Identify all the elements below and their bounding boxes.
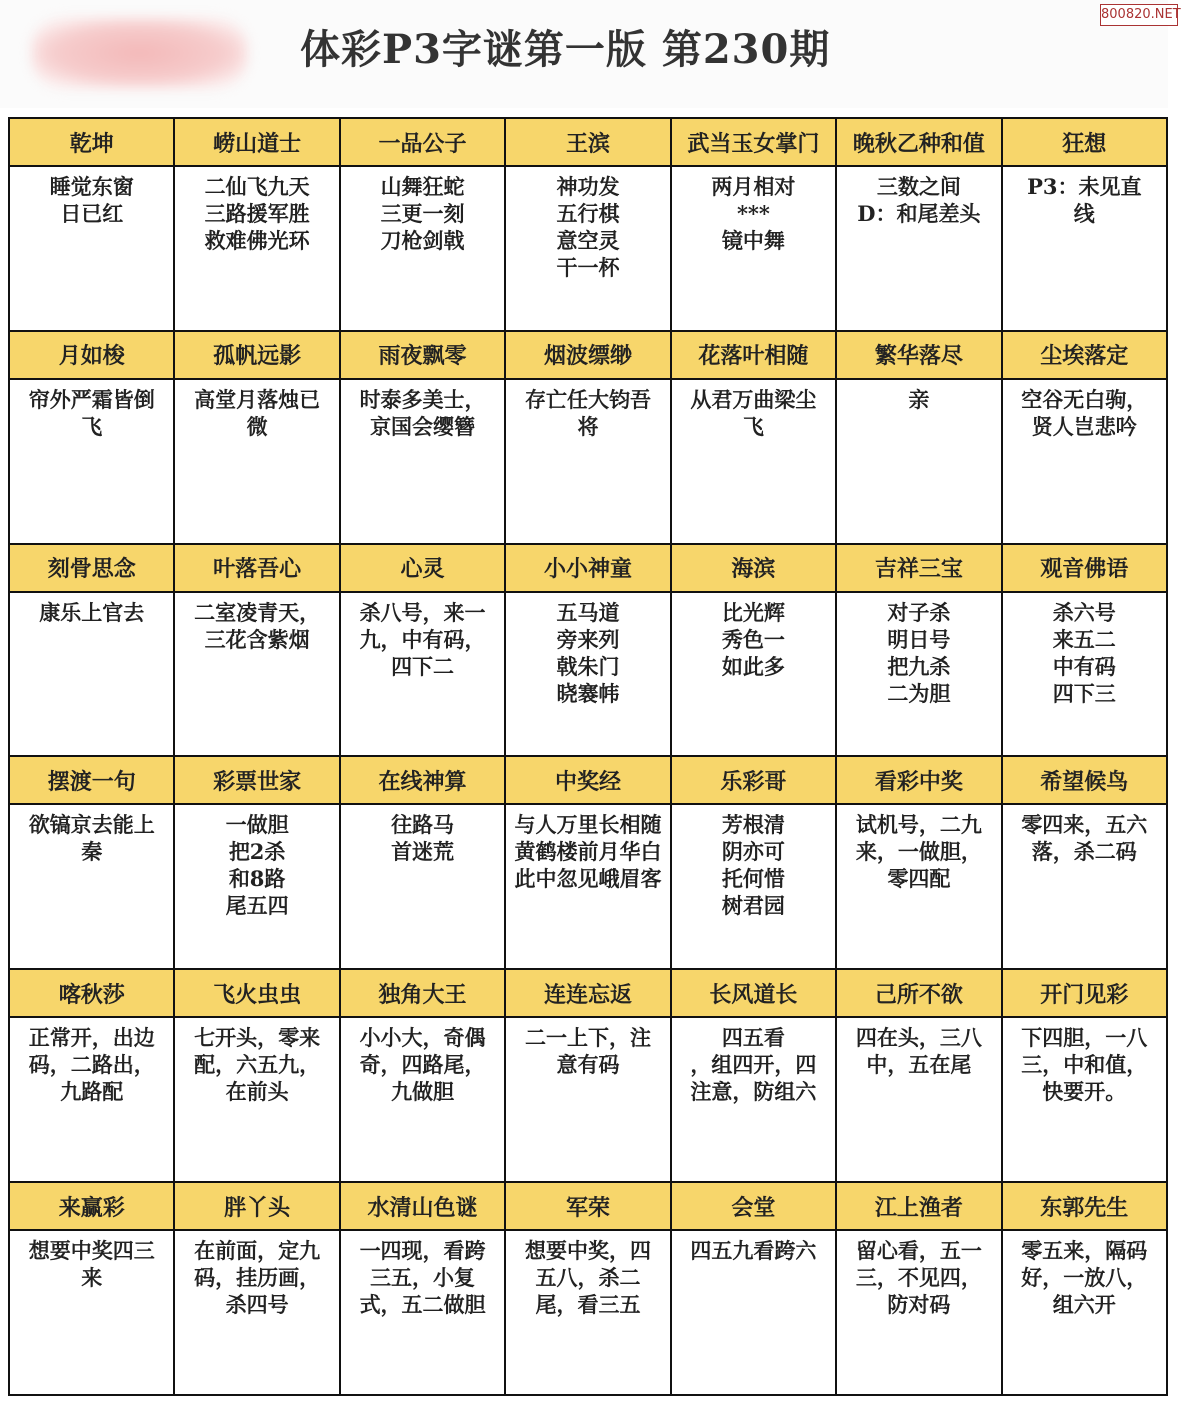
riddle-text: 留心看，五一 三，不见四， 防对码 (837, 1231, 1000, 1394)
riddle-text: 二仙飞九天 三路援军胜 救难佛光环 (175, 167, 338, 330)
column-header: 中奖经 (506, 757, 669, 803)
column-header: 会堂 (672, 1183, 835, 1229)
column-header: 东郭先生 (1003, 1183, 1166, 1229)
column-header: 飞火虫虫 (175, 970, 338, 1016)
riddle-text: 七开头，零来 配，六五九， 在前头 (175, 1018, 338, 1181)
puzzle-table (8, 117, 1168, 1396)
riddle-text: 一做胆 把2杀 和8路 尾五四 (175, 805, 338, 968)
column-header: 乾坤 (10, 119, 173, 165)
column-header: 繁华落尽 (837, 332, 1000, 378)
puzzle-grid (10, 119, 1166, 1394)
column-header: 晚秋乙种和值 (837, 119, 1000, 165)
riddle-text: 与人万里长相随 黄鹤楼前月华白 此中忽见峨眉客 (506, 805, 669, 968)
column-header: 乐彩哥 (672, 757, 835, 803)
column-header: 雨夜飘零 (341, 332, 504, 378)
riddle-text: 比光辉 秀色一 如此多 (672, 593, 835, 756)
riddle-text: 正常开，出边 码，二路出， 九路配 (10, 1018, 173, 1181)
column-header: 心灵 (341, 545, 504, 591)
riddle-text: 杀六号 来五二 中有码 四下三 (1003, 593, 1166, 756)
column-header: 武当玉女掌门 (672, 119, 835, 165)
column-header: 刻骨思念 (10, 545, 173, 591)
column-header: 崂山道士 (175, 119, 338, 165)
column-header: 孤帆远影 (175, 332, 338, 378)
riddle-text: 神功发 五行棋 意空灵 干一杯 (506, 167, 669, 330)
riddle-text: 四五看 ，组四开，四 注意，防组六 (672, 1018, 835, 1181)
column-header: 看彩中奖 (837, 757, 1000, 803)
column-header: 军荣 (506, 1183, 669, 1229)
column-header: 来赢彩 (10, 1183, 173, 1229)
column-header: 长风道长 (672, 970, 835, 1016)
column-header: 观音佛语 (1003, 545, 1166, 591)
column-header: 尘埃落定 (1003, 332, 1166, 378)
column-header: 己所不欲 (837, 970, 1000, 1016)
column-header: 海滨 (672, 545, 835, 591)
column-header: 狂想 (1003, 119, 1166, 165)
watermark-stamp: 800820.NET (1100, 4, 1178, 26)
column-header: 吉祥三宝 (837, 545, 1000, 591)
header-bar (0, 0, 1168, 108)
column-header: 烟波缥缈 (506, 332, 669, 378)
riddle-text: 帘外严霜皆倒 飞 (10, 380, 173, 543)
blurred-logo (32, 18, 247, 88)
column-header: 叶落吾心 (175, 545, 338, 591)
column-header: 连连忘返 (506, 970, 669, 1016)
riddle-text: 下四胆，一八 三，中和值， 快要开。 (1003, 1018, 1166, 1181)
riddle-text: 存亡任大钧吾 将 (506, 380, 669, 543)
riddle-text: P3：未见直 线 (1003, 167, 1166, 330)
riddle-text: 亲 (837, 380, 1000, 543)
riddle-text: 四在头，三八 中，五在尾 (837, 1018, 1000, 1181)
riddle-text: 在前面，定九 码，挂历画， 杀四号 (175, 1231, 338, 1394)
riddle-text: 四五九看跨六 (672, 1231, 835, 1394)
riddle-text: 想要中奖四三 来 (10, 1231, 173, 1394)
riddle-text: 杀八号，来一 九，中有码， 四下二 (341, 593, 504, 756)
column-header: 江上渔者 (837, 1183, 1000, 1229)
riddle-text: 五马道 旁来列 戟朱门 晓褰帏 (506, 593, 669, 756)
column-header: 希望候鸟 (1003, 757, 1166, 803)
column-header: 彩票世家 (175, 757, 338, 803)
riddle-text: 对子杀 明日号 把九杀 二为胆 (837, 593, 1000, 756)
column-header: 胖丫头 (175, 1183, 338, 1229)
riddle-text: 山舞狂蛇 三更一刻 刀枪剑戟 (341, 167, 504, 330)
column-header: 摆渡一句 (10, 757, 173, 803)
riddle-text: 零五来，隔码 好，一放八， 组六开 (1003, 1231, 1166, 1394)
riddle-text: 一四现，看跨 三五，小复 式，五二做胆 (341, 1231, 504, 1394)
riddle-text: 空谷无白驹， 贤人岂悲吟 (1003, 380, 1166, 543)
column-header: 王滨 (506, 119, 669, 165)
riddle-text: 芳根清 阴亦可 托何惜 树君园 (672, 805, 835, 968)
riddle-text: 高堂月落烛已 微 (175, 380, 338, 543)
column-header: 小小神童 (506, 545, 669, 591)
riddle-text: 小小大，奇偶 奇，四路尾， 九做胆 (341, 1018, 504, 1181)
riddle-text: 二一上下，注 意有码 (506, 1018, 669, 1181)
riddle-text: 两月相对 *** 镜中舞 (672, 167, 835, 330)
riddle-text: 欲镐京去能上 秦 (10, 805, 173, 968)
riddle-text: 想要中奖，四 五八，杀二 尾，看三五 (506, 1231, 669, 1394)
riddle-text: 三数之间 D：和尾差头 (837, 167, 1000, 330)
riddle-text: 试机号，二九 来，一做胆， 零四配 (837, 805, 1000, 968)
column-header: 一品公子 (341, 119, 504, 165)
riddle-text: 往路马 首迷荒 (341, 805, 504, 968)
riddle-text: 二室凌青天， 三花含紫烟 (175, 593, 338, 756)
riddle-text: 时泰多美士， 京国会缨簪 (341, 380, 504, 543)
column-header: 独角大王 (341, 970, 504, 1016)
column-header: 月如梭 (10, 332, 173, 378)
riddle-text: 零四来，五六 落，杀二码 (1003, 805, 1166, 968)
column-header: 花落叶相随 (672, 332, 835, 378)
column-header: 开门见彩 (1003, 970, 1166, 1016)
column-header: 水清山色谜 (341, 1183, 504, 1229)
riddle-text: 睡觉东窗 日已红 (10, 167, 173, 330)
column-header: 喀秋莎 (10, 970, 173, 1016)
riddle-text: 从君万曲梁尘 飞 (672, 380, 835, 543)
column-header: 在线神算 (341, 757, 504, 803)
page-title: 体彩P3字谜第一版 第230期 (300, 26, 831, 73)
riddle-text: 康乐上官去 (10, 593, 173, 756)
